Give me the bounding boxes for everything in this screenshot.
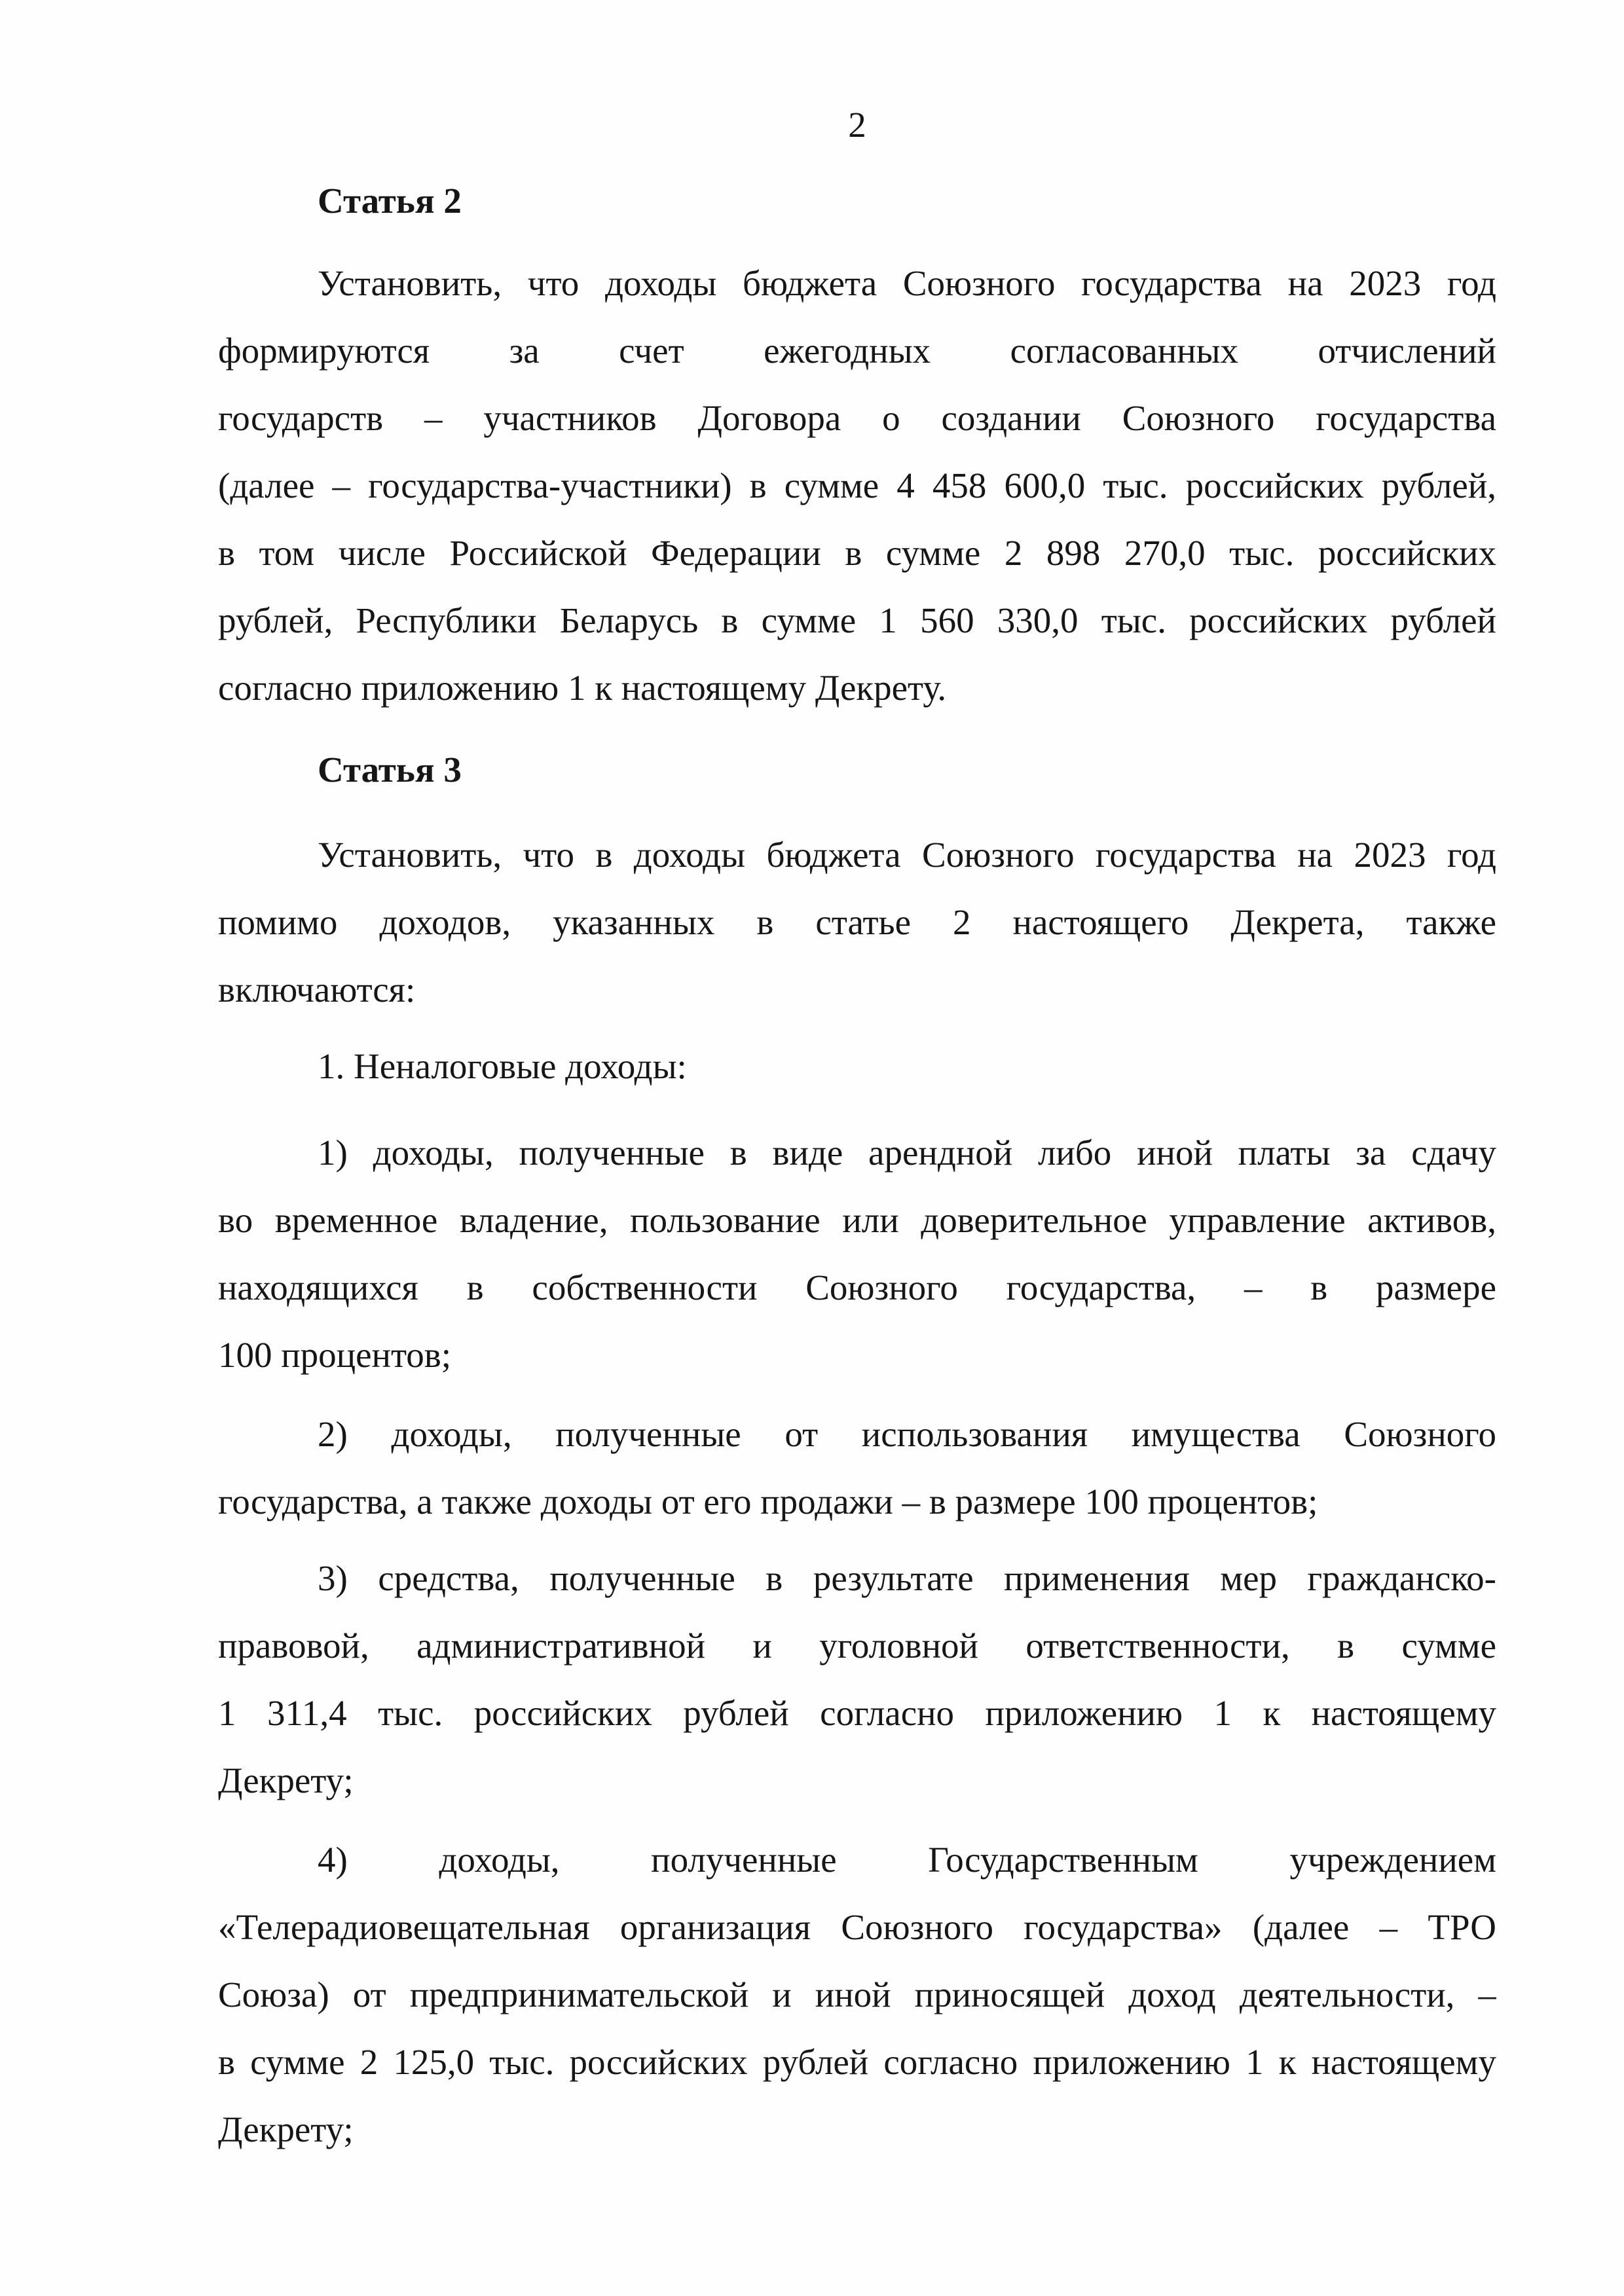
text-block [218,0,1496,2163]
article-3-heading: Статья 3 [318,750,462,790]
subitem-3-line: правовой, административной и уголовной ответственности, в сумме [218,1626,1496,1666]
article-2-line: государств – участников Договора о создании Союзного государства [218,398,1496,438]
article-2-paragraph [218,249,1496,721]
article-2-line: рублей, Республики Беларусь в сумме 1 560 330,0 тыс. российских рублей [218,600,1496,640]
article-3-intro-line: помимо доходов, указанных в статье 2 настоящего Декрета, также [218,902,1496,942]
subitem-1-line: во временное владение, пользование или доверительное управление активов, [218,1200,1496,1240]
subitem-1-line: 100 процентов; [218,1335,452,1375]
article-2-line: (далее – государства-участники) в сумме 4 458 600,0 тыс. российских рублей, [218,465,1496,505]
subitem-1-paragraph [218,1119,1496,1389]
subitem-3-line: Декрету; [218,1760,354,1800]
article-2-line: согласно приложению 1 к настоящему Декрету. [218,668,947,708]
subitem-4-line: Декрету; [218,2109,354,2149]
subitem-2-paragraph [218,1400,1496,1535]
subitem-4-paragraph [218,1826,1496,2163]
nontax-income-line: 1. Неналоговые доходы: [318,1046,687,1086]
article-3-intro-line: Установить, что в доходы бюджета Союзного государства на 2023 год [318,835,1496,875]
subitem-3-paragraph [218,1544,1496,1814]
subitem-2-line: 2) доходы, полученные от использования имущества Союзного [318,1414,1496,1454]
article-3-intro-paragraph [218,821,1496,1023]
article-2-line: в том числе Российской Федерации в сумме 2 898 270,0 тыс. российских [218,533,1496,573]
subitem-1-line: 1) доходы, полученные в виде арендной либо иной платы за сдачу [318,1133,1496,1173]
subitem-3-line: 1 311,4 тыс. российских рублей согласно приложению 1 к настоящему [218,1693,1496,1733]
subitem-1-line: находящихся в собственности Союзного государства, – в размере [218,1267,1496,1307]
article-2-line: Установить, что доходы бюджета Союзного государства на 2023 год [318,263,1496,303]
subitem-2-line: государства, а также доходы от его продажи – в размере 100 процентов; [218,1482,1318,1522]
nontax-income-heading [218,1032,1496,1100]
subitem-3-line: 3) средства, полученные в результате применения мер гражданско- [318,1558,1496,1598]
page-number: 2 [848,105,866,145]
subitem-4-line: «Телерадиовещательная организация Союзного государства» (далее – ТРО [218,1907,1496,1947]
subitem-4-line: в сумме 2 125,0 тыс. российских рублей согласно приложению 1 к настоящему [218,2042,1496,2082]
subitem-4-line: Союза) от предпринимательской и иной приносящей доход деятельности, – [218,1975,1496,2014]
article-3-intro-line: включаются: [218,970,416,1010]
subitem-4-line: 4) доходы, полученные Государственным учреждением [318,1840,1496,1880]
article-2-line: формируются за счет ежегодных согласованных отчислений [218,331,1496,371]
article-2-heading: Статья 2 [318,181,462,221]
